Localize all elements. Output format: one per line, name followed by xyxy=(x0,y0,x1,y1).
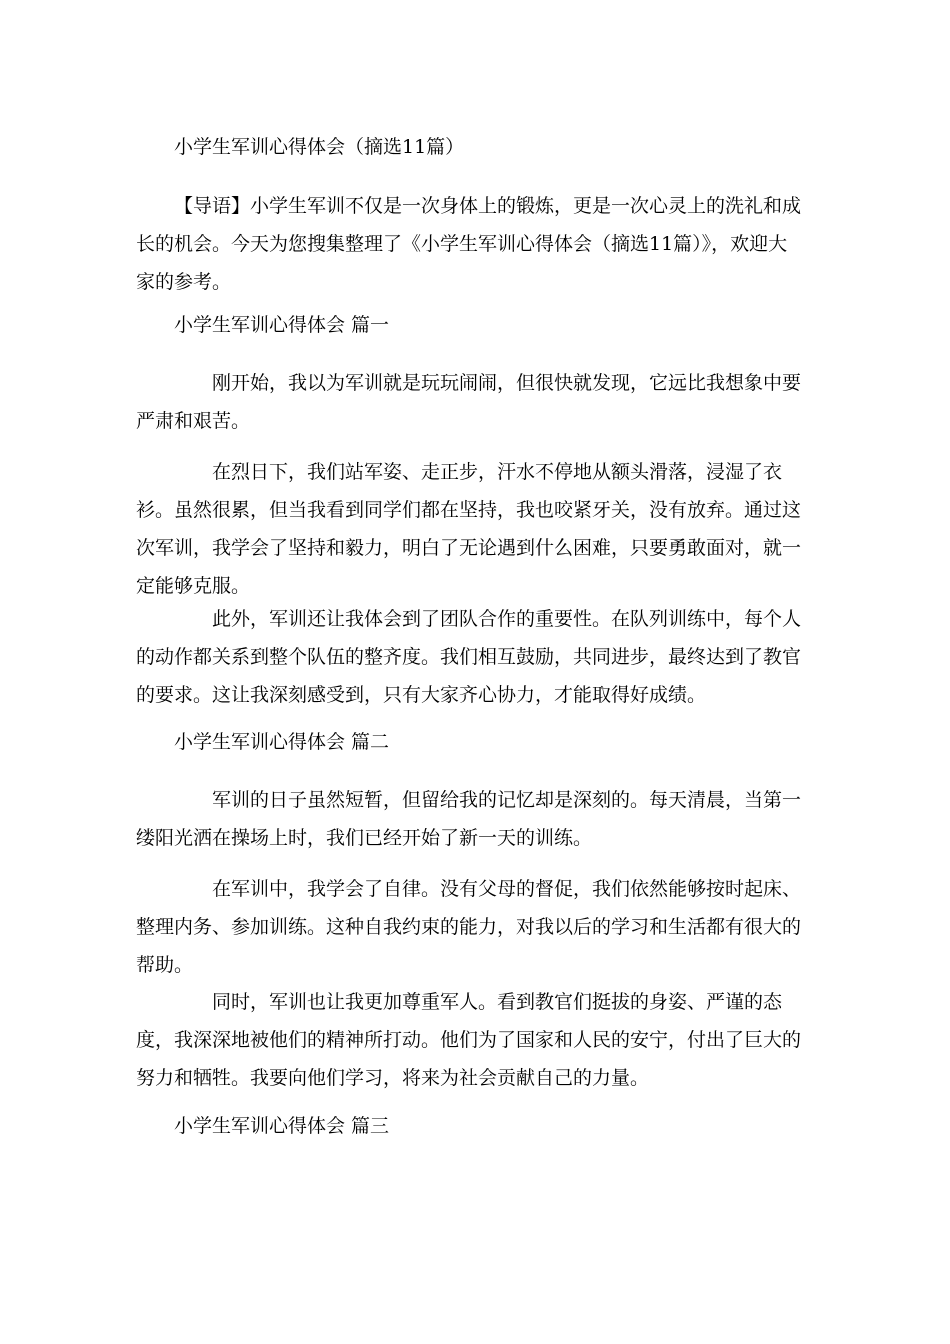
section-heading-1: 小学生军训心得体会 篇一 xyxy=(174,314,390,336)
section-heading-2: 小学生军训心得体会 篇二 xyxy=(174,731,390,753)
section-1-paragraph-3: 此外，军训还让我体会到了团队合作的重要性。在队列训练中，每个人的动作都关系到整个队伍的整齐度。我们相互鼓励，共同进步，最终达到了教官的要求。这让我深刻感受到，只有大家齐心协力，才能取得好成绩。 xyxy=(136,608,802,706)
section-1-paragraph-1: 刚开始，我以为军训就是玩玩闹闹，但很快就发现，它远比我想象中要严肃和艰苦。 xyxy=(136,372,802,432)
section-1-paragraph-2: 在烈日下，我们站军姿、走正步，汗水不停地从额头滑落，浸湿了衣衫。虽然很累，但当我看到同学们都在坚持，我也咬紧牙关，没有放弃。通过这次军训，我学会了坚持和毅力，明白了无论遇到什么困难，只要勇敢面对，就一定能够克服。 xyxy=(136,461,802,597)
intro-paragraph: 【导语】小学生军训不仅是一次身体上的锻炼，更是一次心灵上的洗礼和成长的机会。今天为您搜集整理了《小学生军训心得体会（摘选11篇）》，欢迎大家的参考。 xyxy=(136,195,802,293)
document-title: 小学生军训心得体会（摘选11篇） xyxy=(174,136,465,158)
section-heading-3: 小学生军训心得体会 篇三 xyxy=(174,1115,390,1137)
section-2-paragraph-3: 同时，军训也让我更加尊重军人。看到教官们挺拔的身姿、严谨的态度，我深深地被他们的精神所打动。他们为了国家和人民的安宁，付出了巨大的努力和牺牲。我要向他们学习，将来为社会贡献自己的力量。 xyxy=(136,991,802,1089)
section-2-paragraph-2: 在军训中，我学会了自律。没有父母的督促，我们依然能够按时起床、整理内务、参加训练。这种自我约束的能力，对我以后的学习和生活都有很大的帮助。 xyxy=(136,878,802,976)
section-2-paragraph-1: 军训的日子虽然短暂，但留给我的记忆却是深刻的。每天清晨，当第一缕阳光洒在操场上时，我们已经开始了新一天的训练。 xyxy=(136,789,802,849)
